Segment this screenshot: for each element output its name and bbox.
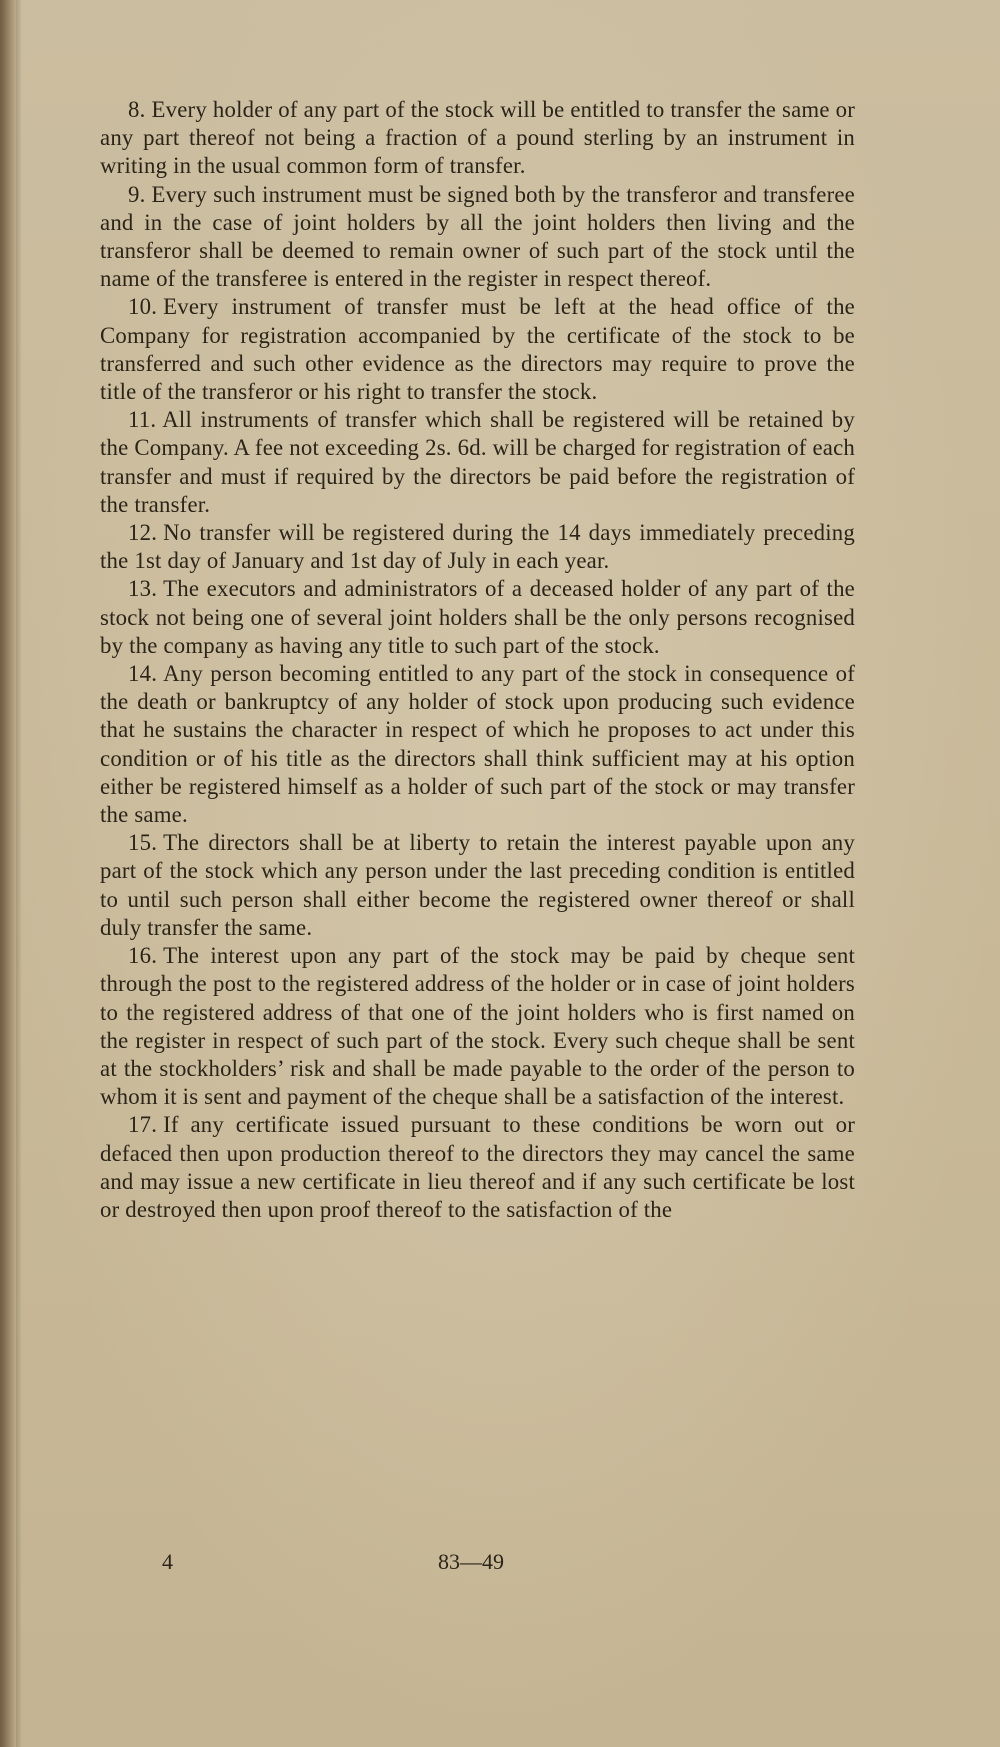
clause-14: [100, 660, 855, 829]
clause-number: 12.: [128, 520, 158, 546]
clause-text: No transfer will be registered during the 14 days immediately preceding the 1st day of January and 1st day of July in each year.: [100, 520, 855, 574]
clause-number: 14.: [128, 661, 158, 687]
clause-16: [100, 942, 855, 1111]
clause-number: 16.: [128, 943, 158, 969]
clause-text: Every holder of any part of the stock will be entitled to transfer the same or any part thereof not being a fraction of a pound sterling by an instrument in writing in the usual common form of transfer.: [100, 97, 855, 179]
clause-text: Any person becoming entitled to any part of the stock in consequence of the death or bankruptcy of any holder of stock upon producing such evidence that he sustains the character in respect of which he proposes to act under this condition or of his title as the directors shall think sufficient may at his option either be registered himself as a holder of such part of the stock or may transfer the same.: [100, 661, 855, 828]
clause-text: The executors and administrators of a deceased holder of any part of the stock not being one of several joint holders shall be the only persons recognised by the company as having any title to such part of the stock.: [100, 576, 855, 658]
page-number: 4: [162, 1549, 173, 1574]
clause-text: The interest upon any part of the stock may be paid by cheque sent through the post to the registered address of the holder or in case of joint holders to the registered address of that one of the joint holders who is first named on the register in respect of such part of the stock. Every such cheque shall be sent at the stockholders’ risk and shall be made payable to the order of the person to whom it is sent and payment of the cheque shall be a satisfaction of the interest.: [100, 943, 855, 1110]
clause-number: 11.: [128, 407, 157, 433]
clause-number: 8.: [128, 97, 146, 122]
clause-8: [100, 96, 855, 181]
page-binding-edge: [0, 0, 16, 1747]
clause-number: 10.: [128, 294, 158, 320]
clause-13: [100, 575, 855, 660]
clause-10: [100, 293, 855, 406]
clause-11: [100, 406, 855, 519]
clause-17: [100, 1111, 855, 1224]
clause-9: [100, 181, 855, 294]
clause-text: The directors shall be at liberty to retain the interest payable upon any part of the stock which any person under the last preceding condition is entitled to until such person shall either become the registered owner thereof or shall duly transfer the same.: [100, 830, 855, 940]
print-reference: 83—49: [438, 1549, 504, 1574]
clause-number: 17.: [128, 1112, 158, 1138]
page-footer: [0, 1549, 1000, 1579]
clause-text: All instruments of transfer which shall be registered will be retained by the Company. A fee not exceeding 2s. 6d. will be charged for registration of each transfer and must if required by the directors be paid before the registration of the transfer.: [100, 407, 855, 517]
clause-text: Every such instrument must be signed both by the transferor and transferee and in the case of joint holders by all the joint holders then living and the transferor shall be deemed to remain owner of such part of the stock until the name of the transferee is entered in the register in respect thereof.: [100, 181, 855, 292]
clause-15: [100, 829, 855, 942]
clause-number: 15.: [128, 830, 158, 856]
clause-number: 9.: [128, 181, 146, 207]
conditions-text: [100, 96, 855, 1224]
clause-12: [100, 519, 855, 575]
clause-number: 13.: [128, 576, 158, 602]
clause-text: Every instrument of transfer must be left at the head office of the Company for registration accompanied by the certificate of the stock to be transferred and such other evidence as the directors may require to prove the title of the transferor or his right to transfer the stock.: [100, 294, 855, 405]
clause-text: If any certificate issued pursuant to these conditions be worn out or defaced then upon production thereof to the directors they may cancel the same and may issue a new certificate in lieu thereof and if any such certificate be lost or destroyed then upon proof thereof to the satisfaction of the: [100, 1112, 855, 1222]
